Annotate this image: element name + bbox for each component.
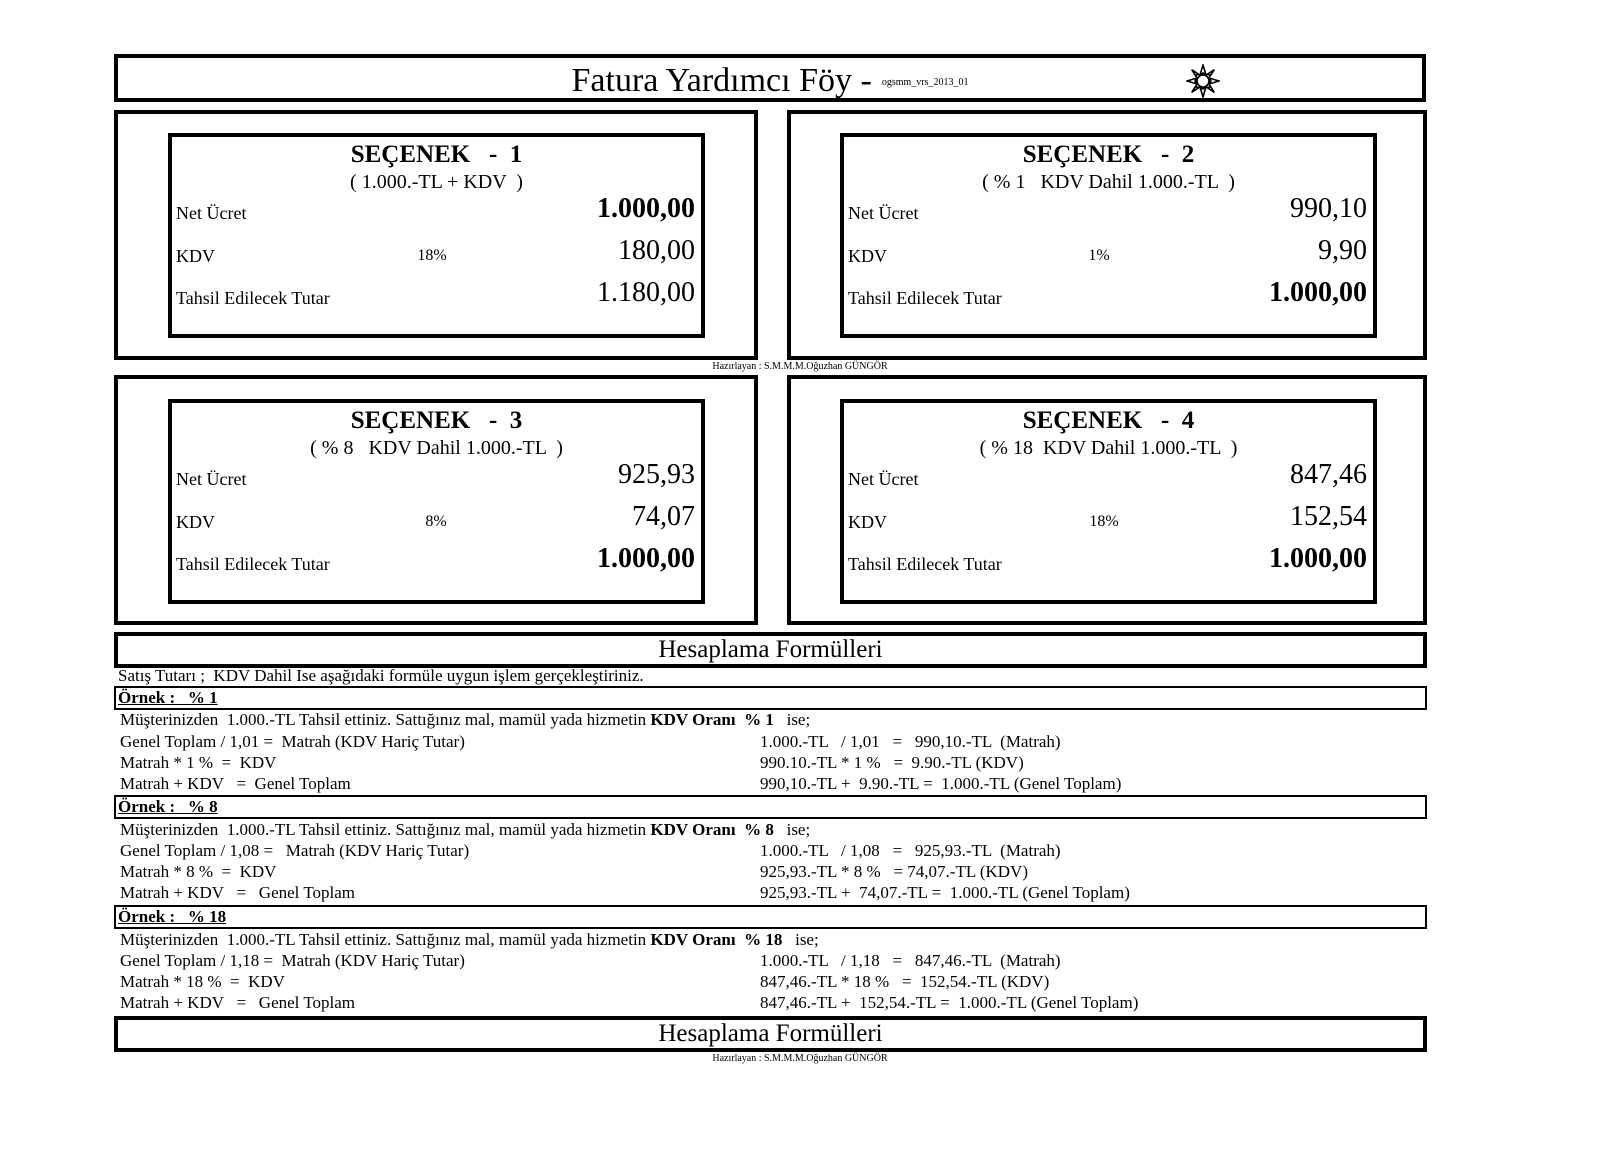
sun-icon [1186, 64, 1220, 98]
formulas-title-band [114, 632, 1427, 668]
formula-line: Matrah + KDV = Genel Toplam [120, 774, 351, 793]
net-label: Net Ücret [176, 469, 247, 489]
kdv-rate: 18% [417, 247, 447, 264]
formula-line: Genel Toplam / 1,08 = Matrah (KDV Hariç Tutar) [120, 841, 470, 860]
net-value: 1.000,00 [597, 193, 695, 224]
formula-line: Matrah + KDV = Genel Toplam [120, 883, 356, 902]
kdv-value: 180,00 [618, 235, 695, 266]
calc-line: 990,10.-TL + 9.90.-TL = 1.000.-TL (Genel Toplam) [760, 774, 1122, 793]
header-bar [114, 54, 1426, 102]
net-value: 925,93 [618, 459, 695, 490]
total-label: Tahsil Edilecek Tutar [176, 288, 330, 308]
formula-line: Genel Toplam / 1,18 = Matrah (KDV Hariç Tutar) [120, 951, 465, 970]
kdv-label: KDV [848, 512, 887, 532]
formulas-footer-title: Hesaplama Formülleri [658, 1020, 883, 1047]
formula-line: Matrah + KDV = Genel Toplam [120, 993, 356, 1012]
option-subtitle: ( 1.000.-TL + KDV ) [350, 171, 523, 193]
net-value: 990,10 [1290, 193, 1367, 224]
example-2-header [114, 795, 1427, 819]
kdv-value: 74,07 [632, 501, 695, 532]
total-label: Tahsil Edilecek Tutar [848, 288, 1002, 308]
calc-line: 847,46.-TL * 18 % = 152,54.-TL (KDV) [760, 972, 1050, 991]
option-subtitle: ( % 1 KDV Dahil 1.000.-TL ) [982, 171, 1235, 193]
kdv-label: KDV [176, 512, 215, 532]
example-title: Örnek : % 8 [118, 797, 218, 816]
net-label: Net Ücret [848, 203, 919, 223]
kdv-rate: 8% [425, 513, 447, 530]
kdv-value: 9,90 [1318, 235, 1367, 266]
calc-line: 1.000.-TL / 1,08 = 925,93.-TL (Matrah) [760, 841, 1061, 860]
option-1-card [168, 133, 705, 338]
option-subtitle: ( % 8 KDV Dahil 1.000.-TL ) [310, 437, 563, 459]
page-title: Fatura Yardımcı Föy - ogsmm_vrs_2013_01 [571, 62, 969, 99]
net-label: Net Ücret [848, 469, 919, 489]
total-label: Tahsil Edilecek Tutar [176, 554, 330, 574]
credit-line-footer: Hazırlayan : S.M.M.M.Oğuzhan GÜNGÖR [712, 1053, 888, 1064]
calc-line: 925,93.-TL * 8 % = 74,07.-TL (KDV) [760, 862, 1028, 881]
example-1-desc: Müşterinizden 1.000.-TL Tahsil ettiniz. Sattığınız mal, mamül yada hizmetin KDV Oranı % 1 ise; [120, 710, 811, 729]
formulas-intro: Satış Tutarı ; KDV Dahil Ise aşağıdaki formüle uygun işlem gerçekleştiriniz. [118, 666, 644, 685]
credit-line: Hazırlayan : S.M.M.M.Oğuzhan GÜNGÖR [712, 361, 888, 372]
kdv-value: 152,54 [1290, 501, 1367, 532]
kdv-label: KDV [176, 246, 215, 266]
formula-line: Matrah * 8 % = KDV [120, 862, 277, 881]
option-title: SEÇENEK - 3 [350, 407, 523, 434]
calc-line: 990.10.-TL * 1 % = 9.90.-TL (KDV) [760, 753, 1024, 772]
total-value: 1.000,00 [1269, 277, 1367, 308]
total-value: 1.000,00 [597, 543, 695, 574]
kdv-rate: 18% [1089, 513, 1119, 530]
net-label: Net Ücret [176, 203, 247, 223]
formula-line: Genel Toplam / 1,01 = Matrah (KDV Hariç Tutar) [120, 732, 465, 751]
net-value: 847,46 [1290, 459, 1367, 490]
example-title: Örnek : % 18 [118, 907, 227, 926]
calc-line: 1.000.-TL / 1,01 = 990,10.-TL (Matrah) [760, 732, 1061, 751]
option-title: SEÇENEK - 2 [1022, 141, 1195, 168]
total-value: 1.180,00 [597, 277, 695, 308]
version-label: ogsmm_vrs_2013_01 [881, 77, 969, 89]
total-value: 1.000,00 [1269, 543, 1367, 574]
formulas-footer-band [114, 1016, 1427, 1052]
formula-line: Matrah * 18 % = KDV [120, 972, 285, 991]
calc-line: 847,46.-TL + 152,54.-TL = 1.000.-TL (Genel Toplam) [760, 993, 1139, 1012]
example-1-header [114, 686, 1427, 710]
formula-line: Matrah * 1 % = KDV [120, 753, 277, 772]
example-2-desc: Müşterinizden 1.000.-TL Tahsil ettiniz. Sattığınız mal, mamül yada hizmetin KDV Oranı % 8 ise; [120, 820, 811, 839]
option-3-card [168, 399, 705, 604]
calc-line: 1.000.-TL / 1,18 = 847,46.-TL (Matrah) [760, 951, 1061, 970]
option-title: SEÇENEK - 4 [1022, 407, 1195, 434]
option-subtitle: ( % 18 KDV Dahil 1.000.-TL ) [979, 437, 1238, 459]
example-title: Örnek : % 1 [118, 688, 218, 707]
option-4-card [840, 399, 1377, 604]
option-2-card [840, 133, 1377, 338]
kdv-rate: 1% [1088, 247, 1110, 264]
example-3-desc: Müşterinizden 1.000.-TL Tahsil ettiniz. Sattığınız mal, mamül yada hizmetin KDV Oranı % 18 ise; [120, 930, 819, 949]
option-title: SEÇENEK - 1 [350, 141, 523, 168]
total-label: Tahsil Edilecek Tutar [848, 554, 1002, 574]
kdv-label: KDV [848, 246, 887, 266]
example-3-header [114, 905, 1427, 929]
formulas-title: Hesaplama Formülleri [658, 636, 883, 663]
calc-line: 925,93.-TL + 74,07.-TL = 1.000.-TL (Genel Toplam) [760, 883, 1130, 902]
